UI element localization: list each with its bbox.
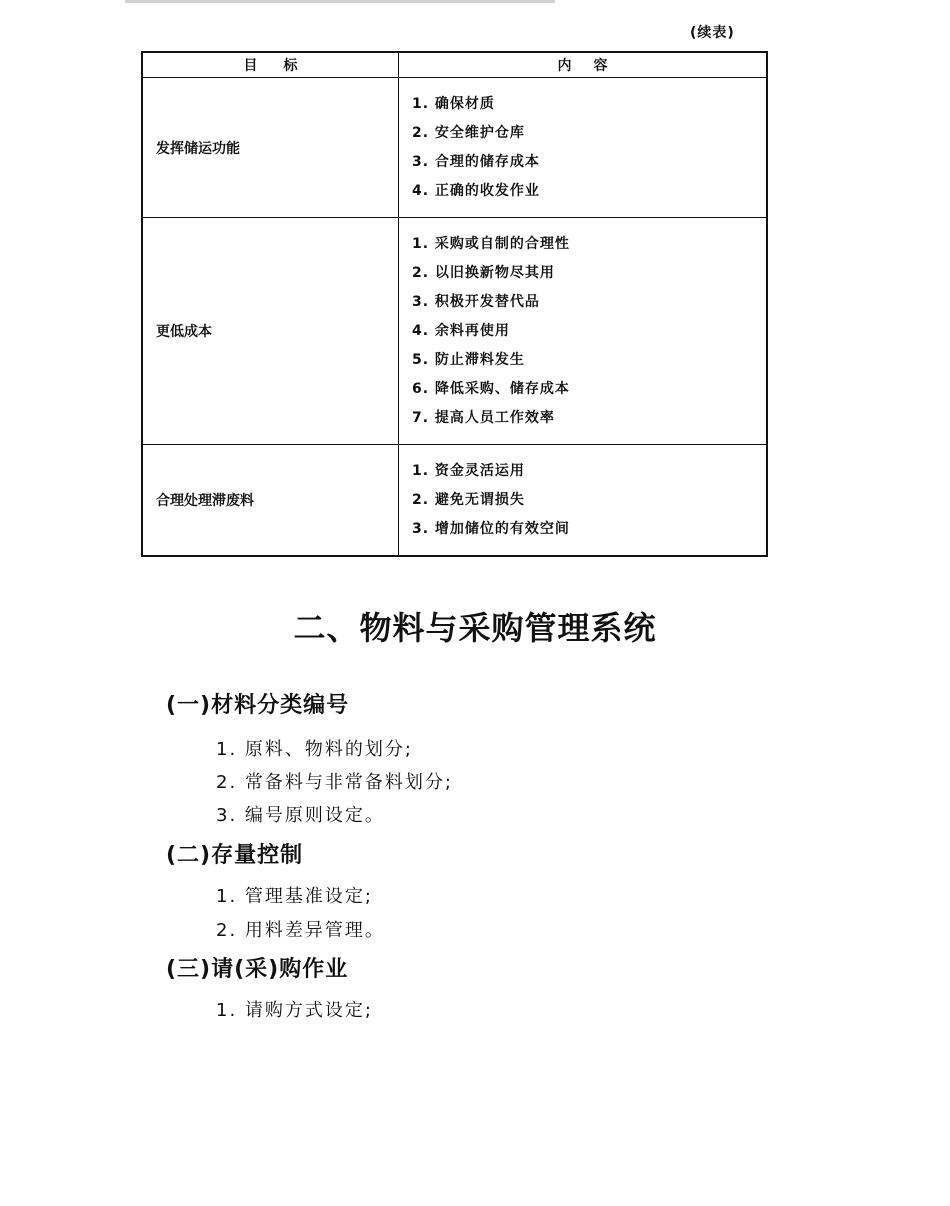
subsection-heading: (二)存量控制	[166, 843, 304, 868]
table-row	[142, 445, 767, 557]
outline-item: 2. 用料差异管理。	[216, 920, 385, 941]
table-row	[142, 78, 767, 218]
header-content: 内容	[399, 52, 768, 78]
section-title: 二、物料与采购管理系统	[293, 609, 657, 647]
continued-table-label: (续表)	[690, 25, 735, 41]
outline-item: 1. 原料、物料的划分;	[216, 739, 413, 760]
content-cell	[399, 78, 768, 218]
list-item: 6. 降低采购、储存成本	[412, 381, 570, 397]
subsection-heading: (三)请(采)购作业	[166, 957, 349, 982]
outline-item: 1. 管理基准设定;	[216, 886, 373, 907]
goals-table	[141, 51, 768, 557]
list-item: 1. 确保材质	[412, 96, 495, 112]
list-item: 2. 安全维护仓库	[412, 125, 525, 141]
list-item: 1. 采购或自制的合理性	[412, 236, 570, 252]
header-goal: 目标	[142, 52, 399, 78]
content-list	[399, 445, 766, 555]
list-item: 4. 余料再使用	[412, 323, 510, 339]
content-cell	[399, 445, 768, 557]
goal-cell: 更低成本	[142, 218, 399, 445]
list-item: 2. 避免无谓损失	[412, 492, 525, 508]
list-item: 3. 增加储位的有效空间	[412, 521, 570, 537]
content-list	[399, 218, 766, 444]
list-item: 5. 防止滞料发生	[412, 352, 525, 368]
list-item: 3. 合理的储存成本	[412, 154, 540, 170]
list-item: 3. 积极开发替代品	[412, 294, 540, 310]
top-edge-rule	[125, 0, 555, 3]
outline-item: 2. 常备料与非常备料划分;	[216, 772, 453, 793]
table-header-row	[142, 52, 767, 78]
content-list	[399, 78, 766, 217]
table-row	[142, 218, 767, 445]
content-cell	[399, 218, 768, 445]
outline-item: 1. 请购方式设定;	[216, 1000, 373, 1021]
list-item: 2. 以旧换新物尽其用	[412, 265, 555, 281]
outline-item: 3. 编号原则设定。	[216, 805, 385, 826]
list-item: 4. 正确的收发作业	[412, 183, 540, 199]
list-item: 7. 提高人员工作效率	[412, 410, 555, 426]
list-item: 1. 资金灵活运用	[412, 463, 525, 479]
subsection-heading: (一)材料分类编号	[166, 693, 350, 718]
goal-cell: 合理处理滞废料	[142, 445, 399, 557]
goal-cell: 发挥储运功能	[142, 78, 399, 218]
